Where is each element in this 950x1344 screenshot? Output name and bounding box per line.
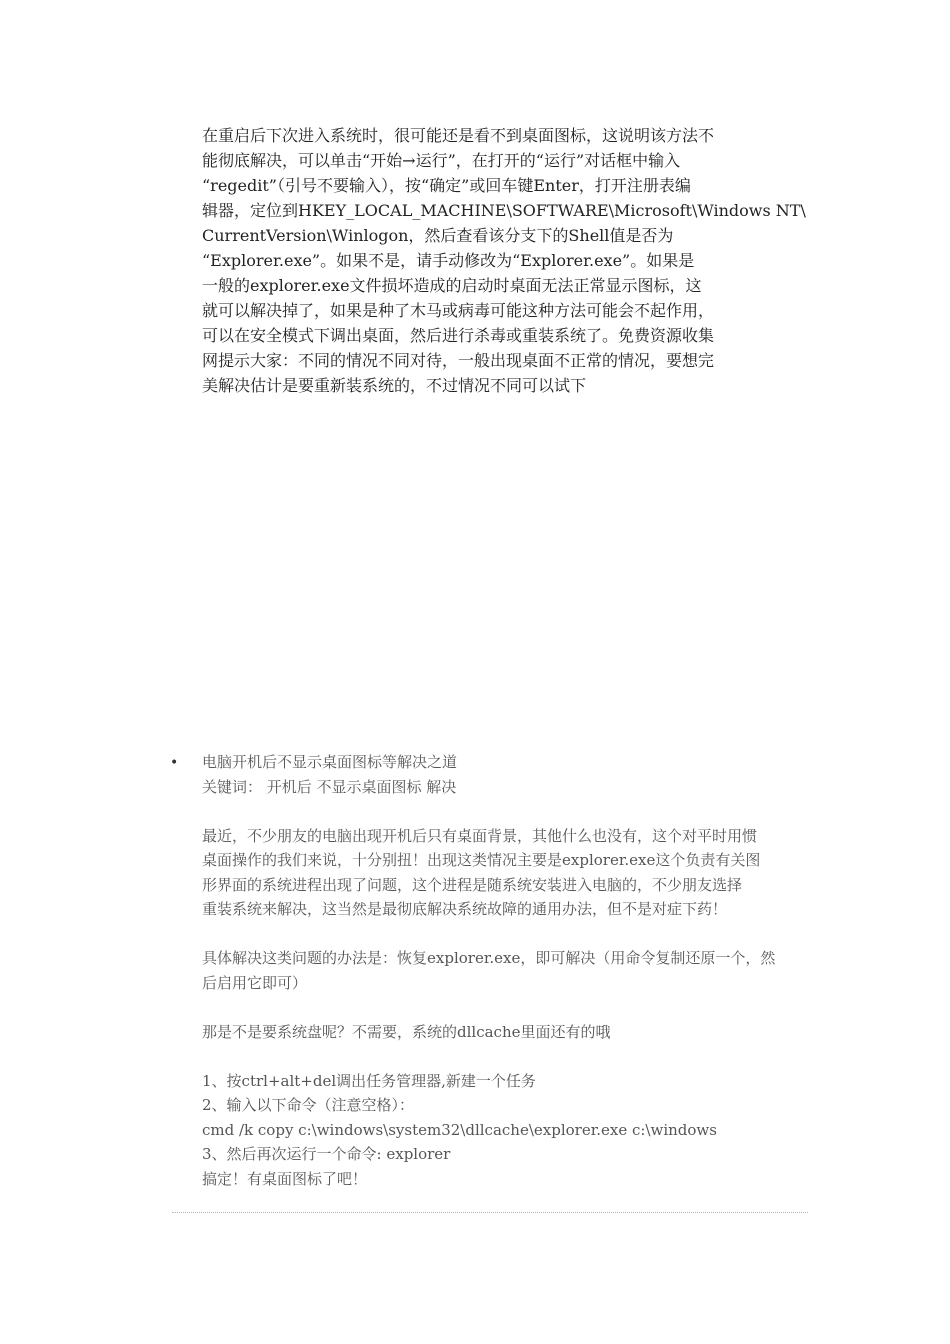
paragraph-line: 就可以解决掉了，如果是种了木马或病毒可能这种方法可能会不起作用，: [202, 301, 715, 320]
method-line: 后启用它即可）: [202, 973, 308, 992]
article-block: [202, 750, 808, 1191]
spacer: [202, 922, 808, 947]
spacer: [202, 1044, 808, 1069]
paragraph-line: 在重启后下次进入系统时，很可能还是看不到桌面图标，这说明该方法不: [202, 126, 715, 145]
paragraph-line: “regedit”（引号不要输入），按“确定”或回车键Enter，打开注册表编: [202, 176, 691, 195]
spacer: [202, 799, 808, 824]
question-line: 那是不是要系统盘呢？不需要，系统的dllcache里面还有的哦: [202, 1022, 611, 1041]
paragraph-line: 辑器，定位到HKEY_LOCAL_MACHINE\SOFTWARE\Microsoft\Windows NT\: [202, 201, 806, 220]
paragraph-line: “Explorer.exe”。如果不是，请手动修改为“Explorer.exe”。如果是: [202, 251, 695, 270]
method-line: 具体解决这类问题的办法是：恢复explorer.exe，即可解决（用命令复制还原一个，然: [202, 949, 776, 967]
paragraph-line: 网提示大家：不同的情况不同对待，一般出现桌面不正常的情况，要想完: [202, 351, 715, 370]
step-line: 3、然后再次运行一个命令: explorer: [202, 1145, 451, 1163]
intro-line: 最近，不少朋友的电脑出现开机后只有桌面背景，其他什么也没有，这个对平时用惯: [202, 826, 758, 845]
paragraph-line: 美解决估计是要重新装系统的，不过情况不同可以试下: [202, 376, 587, 395]
step-line: 2、输入以下命令（注意空格）：: [202, 1096, 415, 1114]
intro-line: 重装系统来解决，这当然是最彻底解决系统故障的通用办法，但不是对症下药！: [202, 900, 728, 918]
spacer: [202, 995, 808, 1020]
closing-line: 搞定！有桌面图标了吧！: [202, 1169, 368, 1188]
intro-line: 桌面操作的我们来说，十分别扭！出现这类情况主要是explorer.exe这个负责有关图: [202, 851, 761, 869]
paragraph-line: 能彻底解决，可以单击“开始→运行”，在打开的“运行”对话框中输入: [202, 151, 681, 170]
paragraph-line: CurrentVersion\Winlogon，然后查看该分支下的Shell值是否为: [202, 226, 674, 245]
paragraph-line: 一般的explorer.exe文件损坏造成的启动时桌面无法正常显示图标，这: [202, 276, 702, 295]
paragraph-line: 可以在安全模式下调出桌面，然后进行杀毒或重装系统了。免费资源收集: [202, 326, 715, 345]
article-title: 电脑开机后不显示桌面图标等解决之道: [202, 753, 458, 771]
top-paragraph: [202, 123, 808, 398]
command-line: cmd /k copy c:\windows\system32\dllcache\explorer.exe c:\windows: [202, 1120, 717, 1139]
intro-line: 形界面的系统进程出现了问题，这个进程是随系统安装进入电脑的，不少朋友选择: [202, 875, 743, 894]
list-bullet: •: [170, 755, 179, 771]
dotted-divider: [172, 1212, 808, 1213]
article-keywords: 关键词： 开机后 不显示桌面图标 解决: [202, 777, 457, 796]
step-line: 1、按ctrl+alt+del调出任务管理器,新建一个任务: [202, 1071, 536, 1090]
